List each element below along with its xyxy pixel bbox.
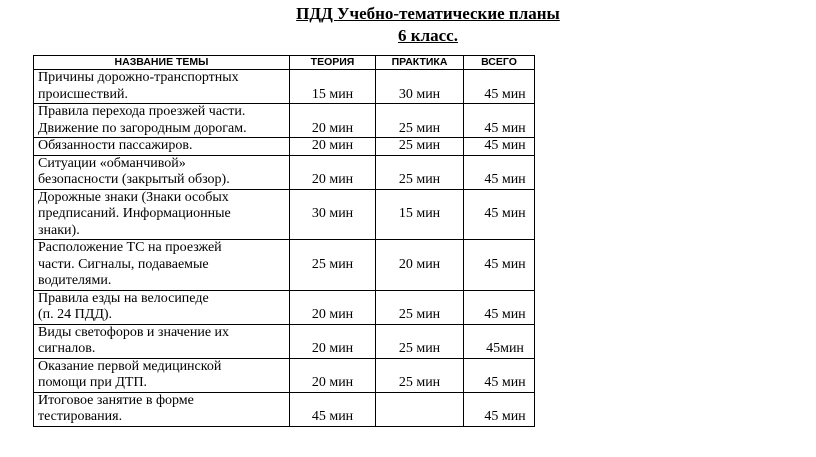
practice-cell: 30 мин — [376, 70, 464, 104]
total-cell: 45 мин — [464, 358, 535, 392]
table-row — [34, 104, 535, 138]
topic-cell: Правила езды на велосипеде (п. 24 ПДД). — [34, 290, 290, 324]
theory-cell: 25 мин — [290, 240, 376, 291]
topic-cell: Виды светофоров и значение их сигналов. — [34, 324, 290, 358]
total-cell: 45мин — [464, 324, 535, 358]
total-cell: 45 мин — [464, 155, 535, 189]
total-cell: 45 мин — [464, 290, 535, 324]
table-row — [34, 138, 535, 156]
practice-cell: 25 мин — [376, 324, 464, 358]
column-header-topic: НАЗВАНИЕ ТЕМЫ — [34, 56, 290, 70]
topic-cell: Правила перехода проезжей части. Движение по загородным дорогам. — [34, 104, 290, 138]
table-row — [34, 358, 535, 392]
practice-cell: 25 мин — [376, 104, 464, 138]
theory-cell: 20 мин — [290, 104, 376, 138]
theory-cell: 15 мин — [290, 70, 376, 104]
practice-cell: 15 мин — [376, 189, 464, 240]
topic-cell: Расположение ТС на проезжей части. Сигналы, подаваемые водителями. — [34, 240, 290, 291]
topic-cell: Причины дорожно-транспортных происшествий. — [34, 70, 290, 104]
theory-cell: 20 мин — [290, 290, 376, 324]
total-cell: 45 мин — [464, 138, 535, 156]
table-header-row — [34, 56, 535, 70]
practice-cell: 25 мин — [376, 155, 464, 189]
topic-cell: Дорожные знаки (Знаки особых предписаний. Информационные знаки). — [34, 189, 290, 240]
curriculum-table — [33, 55, 535, 427]
topic-cell: Оказание первой медицинской помощи при ДТП. — [34, 358, 290, 392]
total-cell: 45 мин — [464, 189, 535, 240]
practice-cell: 25 мин — [376, 290, 464, 324]
theory-cell: 45 мин — [290, 392, 376, 426]
page-title: ПДД Учебно-тематические планы — [296, 4, 560, 23]
table-row — [34, 290, 535, 324]
table-row — [34, 70, 535, 104]
theory-cell: 20 мин — [290, 324, 376, 358]
table-row — [34, 324, 535, 358]
column-header-theory: ТЕОРИЯ — [290, 56, 376, 70]
theory-cell: 30 мин — [290, 189, 376, 240]
theory-cell: 20 мин — [290, 138, 376, 156]
column-header-practice: ПРАКТИКА — [376, 56, 464, 70]
table-row — [34, 240, 535, 291]
practice-cell: 25 мин — [376, 358, 464, 392]
total-cell: 45 мин — [464, 392, 535, 426]
table-row — [34, 392, 535, 426]
table-row — [34, 189, 535, 240]
table-row — [34, 155, 535, 189]
topic-cell: Итоговое занятие в форме тестирования. — [34, 392, 290, 426]
total-cell: 45 мин — [464, 70, 535, 104]
practice-cell — [376, 392, 464, 426]
theory-cell: 20 мин — [290, 155, 376, 189]
practice-cell: 20 мин — [376, 240, 464, 291]
topic-cell: Обязанности пассажиров. — [34, 138, 290, 156]
practice-cell: 25 мин — [376, 138, 464, 156]
topic-cell: Ситуации «обманчивой» безопасности (закрытый обзор). — [34, 155, 290, 189]
theory-cell: 20 мин — [290, 358, 376, 392]
page-subtitle: 6 класс. — [398, 26, 458, 45]
column-header-total: ВСЕГО — [464, 56, 535, 70]
total-cell: 45 мин — [464, 104, 535, 138]
total-cell: 45 мин — [464, 240, 535, 291]
